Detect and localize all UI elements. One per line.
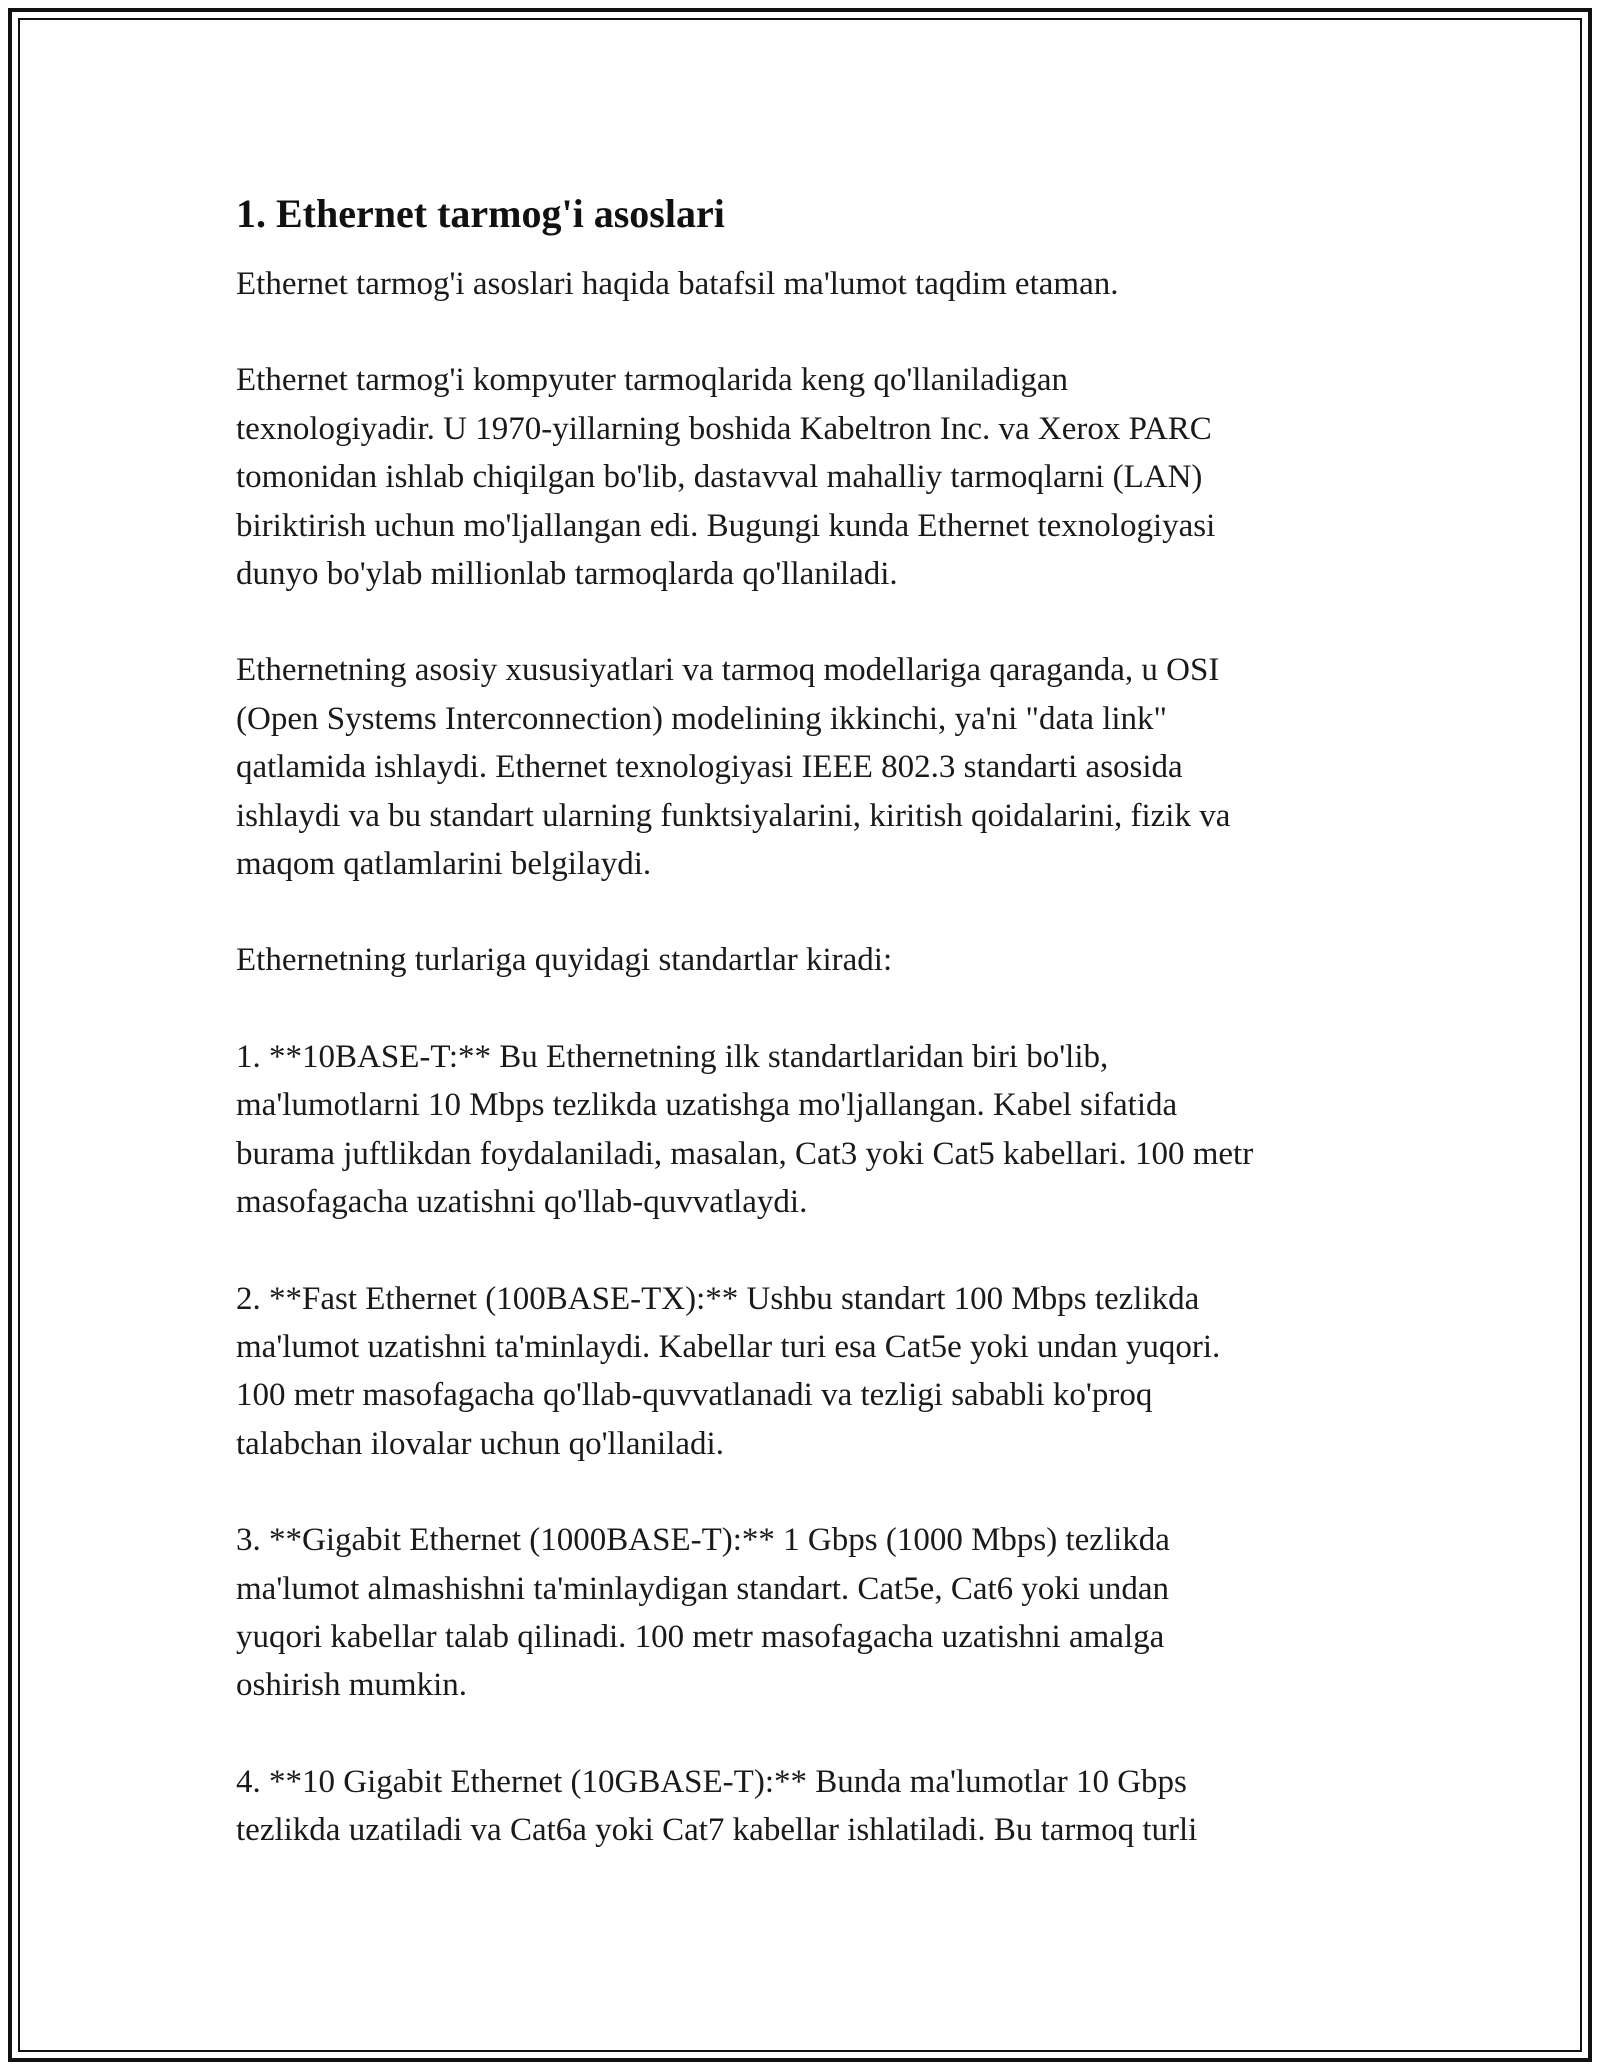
- paragraph-history: Ethernet tarmog'i kompyuter tarmoqlarida keng qo'llaniladigan texnologiyadir. U 1970-yillarning boshida Kabeltron Inc. va Xerox PARC tomonidan ishlab chiqilgan bo'lib, dastavval mahalliy tarmoqlarni (LAN) biriktirish uchun mo'ljallangan edi. Bugungi kunda Ethernet texnologiyasi dunyo bo'ylab millionlab tarmoqlarda qo'llaniladi.: [236, 362, 1216, 593]
- document-page: [236, 186, 1386, 1903]
- list-item-fast-ethernet: 2. **Fast Ethernet (100BASE-TX):** Ushbu standart 100 Mbps tezlikda ma'lumot uzatishni ta'minlaydi. Kabellar turi esa Cat5e yoki undan yuqori. 100 metr masofagacha qo'llab-quvvatlanadi va tezligi sababli ko'proq talabchan ilovalar uchun qo'llaniladi.: [236, 1280, 1221, 1462]
- paragraph-osi: Ethernetning asosiy xususiyatlari va tarmoq modellariga qaraganda, u OSI (Open Systems Interconnection) modelining ikkinchi, ya'ni "data link" qatlamida ishlaydi. Ethernet texnologiyasi IEEE 802.3 standarti asosida ishlaydi va bu standart ularning funktsiyalarini, kiritish qoidalarini, fizik va maqom qatlamlarini belgilaydi.: [236, 652, 1231, 883]
- list-item-10base-t: 1. **10BASE-T:** Bu Ethernetning ilk standartlaridan biri bo'lib, ma'lumotlarni 10 Mbps tezlikda uzatishga mo'ljallangan. Kabel sifatida burama juftlikdan foydalaniladi, masalan, Cat3 yoki Cat5 kabellari. 100 metr masofagacha uzatishni qo'llab-quvvatlaydi.: [236, 1038, 1254, 1221]
- document-title: 1. Ethernet tarmog'i asoslari: [236, 191, 725, 236]
- paragraph-types-intro: Ethernetning turlariga quyidagi standartlar kiradi:: [236, 942, 893, 979]
- paragraph-intro: Ethernet tarmog'i asoslari haqida batafsil ma'lumot taqdim etaman.: [236, 266, 1119, 302]
- list-item-10-gigabit-ethernet: 4. **10 Gigabit Ethernet (10GBASE-T):** Bunda ma'lumotlar 10 Gbps tezlikda uzatiladi va Cat6a yoki Cat7 kabellar ishlatiladi. Bu tarmoq turli: [236, 1763, 1198, 1849]
- list-item-gigabit-ethernet: 3. **Gigabit Ethernet (1000BASE-T):** 1 Gbps (1000 Mbps) tezlikda ma'lumot almashishni ta'minlaydigan standart. Cat5e, Cat6 yoki undan yuqori kabellar talab qilinadi. 100 metr masofagacha uzatishni amalga oshirish mumkin.: [236, 1522, 1170, 1704]
